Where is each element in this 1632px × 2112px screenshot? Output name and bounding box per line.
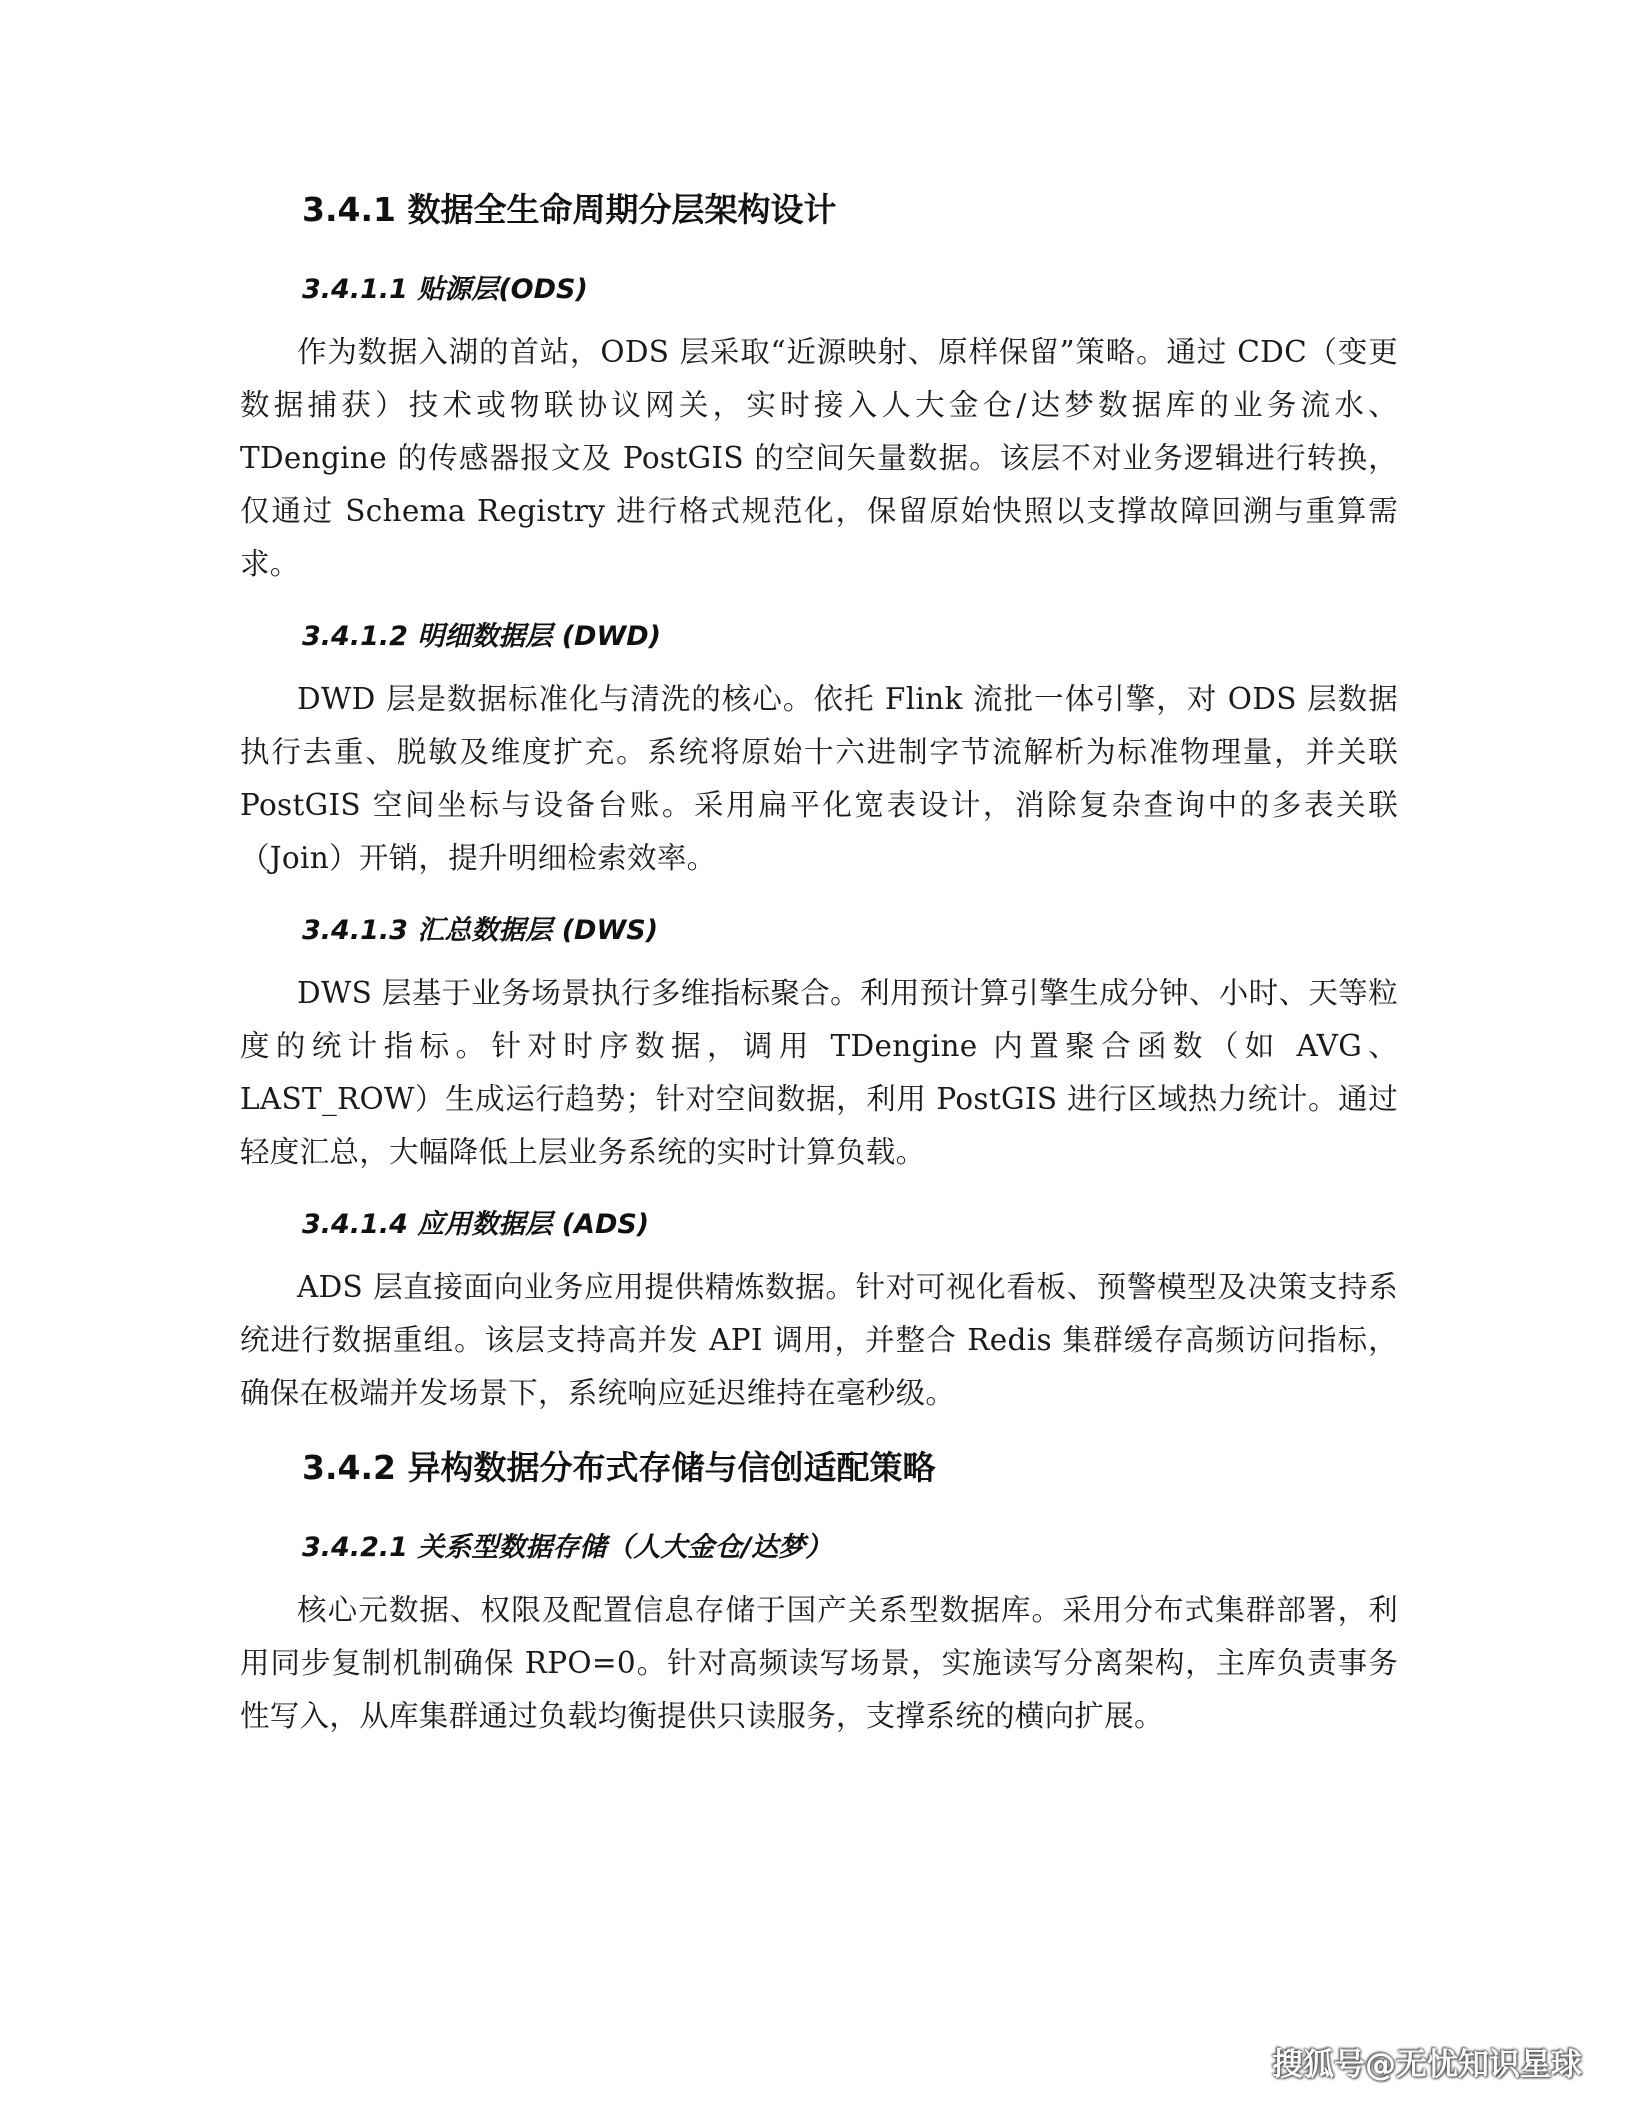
subsection-heading: 3.4.1.4 应用数据层 (ADS) [302,1209,650,1240]
paragraph: DWD 层是数据标准化与清洗的核心。依托 Flink 流批一体引擎，对 ODS 层数据执行去重、脱敏及维度扩充。系统将原始十六进制字节流解析为标准物理量，并关联 PostGIS 空间坐标与设备台账。采用扁平化宽表设计，消除复杂查询中的多表关联（Join）开销，提升明细检索效率。 [240,682,1398,875]
section-heading: 3.4.1 数据全生命周期分层架构设计 [302,190,837,229]
section-heading: 3.4.2 异构数据分布式存储与信创适配策略 [302,1448,936,1487]
paragraph: DWS 层基于业务场景执行多维指标聚合。利用预计算引擎生成分钟、小时、天等粒度的统计指标。针对时序数据，调用 TDengine 内置聚合函数（如 AVG、LAST_ROW）生成运行趋势；针对空间数据，利用 PostGIS 进行区域热力统计。通过轻度汇总，大幅降低上层业务系统的实时计算负载。 [240,976,1398,1169]
subsection-heading: 3.4.1.3 汇总数据层 (DWS) [302,915,659,946]
subsection-heading: 3.4.1.2 明细数据层 (DWD) [302,621,662,652]
document-content [240,188,1398,1769]
paragraph: ADS 层直接面向业务应用提供精炼数据。针对可视化看板、预警模型及决策支持系统进行数据重组。该层支持高并发 API 调用，并整合 Redis 集群缓存高频访问指标，确保在极端并发场景下，系统响应延迟维持在毫秒级。 [240,1270,1398,1410]
paragraph: 作为数据入湖的首站，ODS 层采取“近源映射、原样保留”策略。通过 CDC（变更数据捕获）技术或物联协议网关，实时接入人大金仓/达梦数据库的业务流水、TDengine 的传感器报文及 PostGIS 的空间矢量数据。该层不对业务逻辑进行转换，仅通过 Schema Registry 进行格式规范化，保留原始快照以支撑故障回溯与重算需求。 [240,335,1398,581]
subsection-heading: 3.4.2.1 关系型数据存储（人大金仓/达梦） [302,1532,833,1563]
paragraph: 核心元数据、权限及配置信息存储于国产关系型数据库。采用分布式集群部署，利用同步复制机制确保 RPO=0。针对高频读写场景，实施读写分离架构，主库负责事务性写入，从库集群通过负载均衡提供只读服务，支撑系统的横向扩展。 [240,1593,1398,1733]
watermark: 搜狐号@无忧知识星球 [1272,2047,1582,2083]
subsection-heading: 3.4.1.1 贴源层(ODS) [302,274,588,305]
